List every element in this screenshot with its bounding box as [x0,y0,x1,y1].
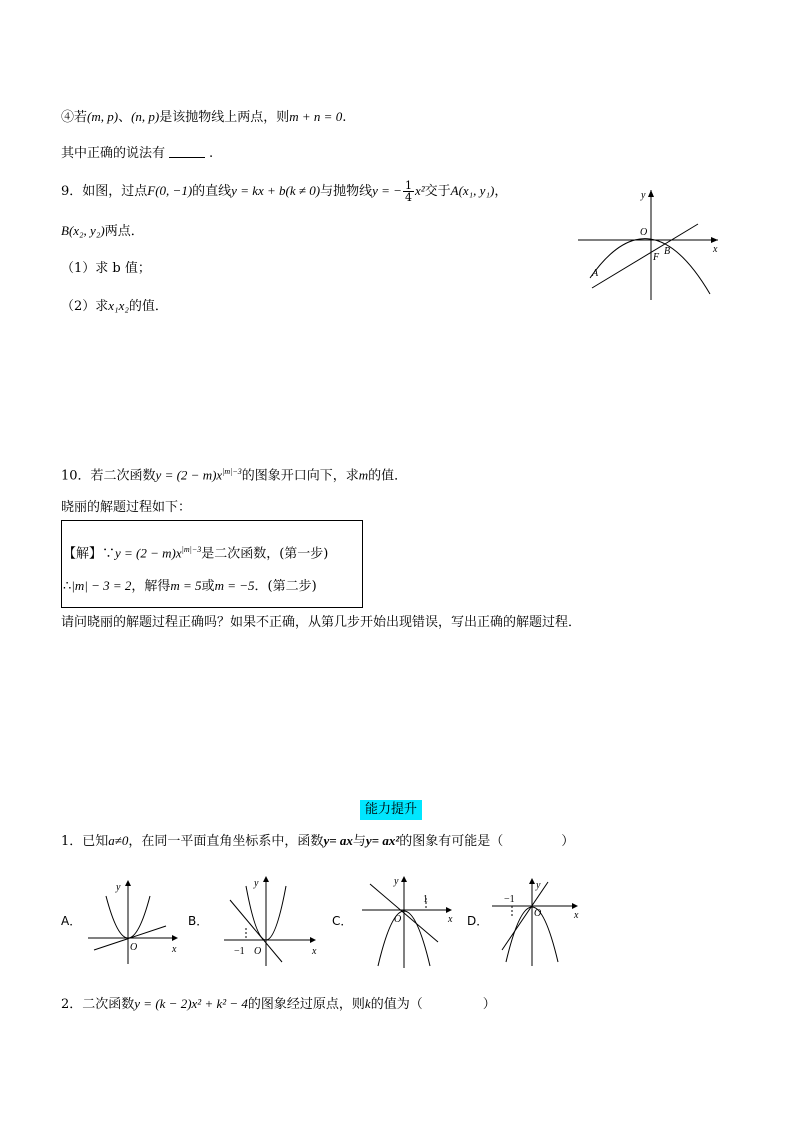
p2-text-b: 的图象经过原点，则 [247,997,365,1012]
q8-equation: m + n = 0 [289,109,343,124]
q10-text-b: 的图象开口向下，求 [241,468,359,484]
q9-text-a: 9．如图，过点 [61,184,148,199]
option-c-label[interactable]: C． [332,914,353,928]
q8-tail-end: . [209,146,214,161]
y-axis-arrow [529,878,535,884]
p1-stem [61,832,574,851]
x-axis-arrow [711,237,718,243]
origin-label: O [394,914,402,925]
q8-item4-mid: 是该抛物线上两点，则 [159,110,290,125]
x-axis-arrow [172,935,178,941]
solution-function: y = (2 − m)x [115,545,182,561]
q10-line1 [61,463,407,485]
solution-step1-b: 是二次函数，(第一步) [201,546,329,562]
p2-function: y = (k − 2)x² + k² − 4 [134,996,248,1011]
option-b-label[interactable]: B． [188,914,209,928]
q9-text-e: ， [494,184,508,199]
tick-label: −1 [234,946,245,957]
tick-label: −1 [504,894,515,905]
p1-function-quadratic: y= ax² [365,833,400,848]
q8-item4-end: . [342,110,347,125]
q10-text-c: 的值． [368,468,408,484]
section-title: 能力提升 [360,800,422,820]
solution-step1 [63,541,328,563]
x-axis-label: x [312,946,317,957]
p1-text-a: 1．已知 [61,834,109,849]
tick-label: 1 [423,894,428,905]
answer-blank[interactable] [169,145,205,158]
point-a-label: A [592,268,599,279]
q10-function: y = (2 − m)x [155,467,223,483]
option-b-graph[interactable] [222,872,322,968]
q9-line2 [61,222,144,241]
y-axis-arrow [263,876,269,882]
q9-point-b: B(x₂, y₂) [61,223,105,238]
q9-fraction-denominator: 4 [404,191,412,204]
option-a-graph[interactable] [86,876,184,968]
solution-step2-a: ∴ [63,579,72,594]
q10-intro: 晓丽的解题过程如下： [61,500,192,515]
x-axis-label: x [172,944,177,955]
q8-tail-text: 其中正确的说法有 [61,146,166,161]
q9-text-d: 交于 [424,184,451,199]
x-axis-label: x [713,244,718,255]
option-c-graph[interactable] [360,872,460,970]
q8-point1: (m, p) [87,109,119,124]
q10-question: 请问晓丽的解题过程正确吗？如果不正确，从第几步开始出现错误，写出正确的解题过程． [61,615,582,630]
x-axis-label: x [574,910,579,921]
x-axis-arrow [572,903,578,909]
solution-exponent: |m|−3 [181,545,202,554]
q9-fraction-numerator: 1 [404,179,412,192]
q9-point-f: F(0, −1) [147,183,193,198]
q8-item4 [61,108,346,127]
q9-sub2-b: 的值． [128,299,168,314]
origin-label: O [130,942,138,953]
p2-text-a: 2．二次函数 [61,997,135,1012]
origin-label: O [640,227,648,238]
y-axis-label: y [394,876,399,887]
q9-line2-text: 两点． [104,224,144,239]
y-axis-label: y [254,878,259,889]
q9-fraction [403,180,414,203]
q10-exponent: |m|−3 [222,467,242,476]
q9-text-b: 的直线 [192,184,232,199]
q8-point2: (n, p) [131,109,160,124]
q9-figure [578,182,724,302]
q9-line-equation: y = kx + b(k ≠ 0) [231,183,321,198]
solution-step2-f: ．(第二步) [254,579,317,594]
q9-sub2 [61,297,168,316]
q9-sub2-a: （2）求 [61,299,109,314]
p1-text-c: 与 [352,834,366,849]
option-d-graph[interactable] [490,874,586,968]
solution-abs-eq: |m| − 3 = 2 [71,578,132,593]
p1-text-d: 的图象有可能是（ [399,834,504,849]
option-a-label[interactable]: A． [61,914,82,928]
p1-text-e: ） [561,834,575,849]
y-axis-label: y [116,882,121,893]
p1-condition: a≠0 [108,833,129,848]
q9-parabola-prefix: y = − [372,183,402,198]
point-b-label: B [664,246,671,257]
p2-text-c: 的值为（ [370,997,423,1012]
origin-label: O [254,946,262,957]
p2-stem [61,995,496,1014]
solution-m5: m = 5 [170,578,202,593]
p2-text-d: ） [482,997,496,1012]
q10-text-a: 10．若二次函数 [61,468,156,484]
solution-m-neg5: m = −5 [214,578,255,593]
solution-or: 或 [201,579,215,594]
y-axis-arrow [401,876,407,882]
q9-point-a: A(x₁, y₁) [450,183,495,198]
q9-line1 [61,180,507,203]
q8-item4-prefix: ④若 [61,110,88,125]
y-axis-arrow [125,880,131,886]
y-axis-arrow [648,190,654,197]
p1-function-linear: y= ax [323,833,353,848]
q8-separator: 、 [118,110,132,125]
p2-variable-k: k [364,996,371,1011]
option-d-label[interactable]: D． [467,914,489,928]
q9-sub2-math: x₁x₂ [108,298,129,313]
parabola-curve [590,239,710,294]
y-axis-label: y [641,190,646,201]
solution-step2 [63,577,317,596]
solution-step1-a: 【解】∵ [63,546,116,562]
x-axis-arrow [310,937,316,943]
q8-tail [61,145,213,163]
solution-step2-b: ，解得 [131,579,171,594]
x-axis-label: x [448,914,453,925]
point-f-label: F [653,252,660,263]
origin-label: O [534,908,542,919]
q9-parabola-suffix: x² [414,183,425,198]
x-axis-arrow [446,907,452,913]
y-axis-label: y [536,880,541,891]
q10-variable-m: m [358,467,369,483]
q9-text-c: 与抛物线 [320,184,373,199]
q9-sub1: （1）求 b 值； [61,261,151,276]
p1-text-b: ，在同一平面直角坐标系中，函数 [128,834,324,849]
